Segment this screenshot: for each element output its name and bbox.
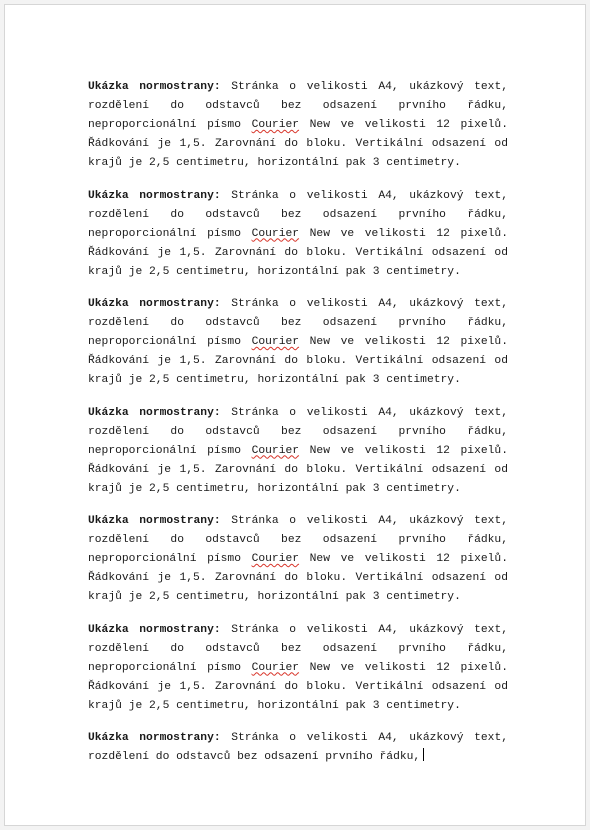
paragraph-text: Stránka o velikosti A4, ukázkový text, rozdělení do odstavců bez odsazení prvního řádku, neproporcionální písmo [88,406,508,457]
text-cursor [423,748,424,761]
paragraph-last[interactable] [88,729,508,767]
paragraph-lead: Ukázka normostrany: [88,623,221,636]
paragraph-text: Stránka o velikosti A4, ukázkový text, rozdělení do odstavců bez odsazení prvního řádku, neproporcionální písmo [88,623,508,674]
paragraph[interactable] [88,187,508,282]
spellcheck-flagged-word[interactable]: Courier [251,553,300,565]
paragraph-text: Stránka o velikosti A4, ukázkový text, rozdělení do odstavců bez odsazení prvního řádku, [88,732,508,763]
document-page[interactable] [4,4,586,826]
paragraph-lead: Ukázka normostrany: [88,732,221,744]
paragraph[interactable] [88,512,508,607]
paragraph[interactable] [88,78,508,173]
paragraph-lead: Ukázka normostrany: [88,515,221,527]
spellcheck-flagged-word[interactable]: Courier [251,661,300,674]
spellcheck-flagged-word[interactable]: Courier [251,119,300,131]
paragraph-lead: Ukázka normostrany: [88,81,221,93]
paragraph[interactable] [88,621,508,716]
spellcheck-flagged-word[interactable]: Courier [251,227,300,240]
paragraph-text: New ve velikosti 12 pixelů. Řádkování je 1,5. Zarovnání do bloku. Vertikální odsazení od krajů je 2,5 centimetru, horizontální pak 3 centimetry. [88,119,508,169]
document-body[interactable] [88,78,508,781]
paragraph[interactable] [88,295,508,390]
paragraph-lead: Ukázka normostrany: [88,298,221,310]
paragraph-text: New ve velikosti 12 pixelů. Řádkování je 1,5. Zarovnání do bloku. Vertikální odsazení od krajů je 2,5 centimetru, horizontální pak 3 centimetry. [88,227,508,278]
paragraph-text: New ve velikosti 12 pixelů. Řádkování je 1,5. Zarovnání do bloku. Vertikální odsazení od krajů je 2,5 centimetru, horizontální pak 3 centimetry. [88,661,508,712]
spellcheck-flagged-word[interactable]: Courier [251,444,300,457]
paragraph-text: Stránka o velikosti A4, ukázkový text, rozdělení do odstavců bez odsazení prvního řádku, neproporcionální písmo [88,189,508,240]
paragraph-text: Stránka o velikosti A4, ukázkový text, rozdělení do odstavců bez odsazení prvního řádku, neproporcionální písmo [88,515,508,565]
paragraph-text: Stránka o velikosti A4, ukázkový text, rozdělení do odstavců bez odsazení prvního řádku, neproporcionální písmo [88,298,508,348]
paragraph-text: New ve velikosti 12 pixelů. Řádkování je 1,5. Zarovnání do bloku. Vertikální odsazení od krajů je 2,5 centimetru, horizontální pak 3 centimetry. [88,444,508,495]
paragraph[interactable] [88,404,508,499]
paragraph-text: New ve velikosti 12 pixelů. Řádkování je 1,5. Zarovnání do bloku. Vertikální odsazení od krajů je 2,5 centimetru, horizontální pak 3 centimetry. [88,336,508,386]
paragraph-text: Stránka o velikosti A4, ukázkový text, rozdělení do odstavců bez odsazení prvního řádku, neproporcionální písmo [88,81,508,131]
paragraph-text: New ve velikosti 12 pixelů. Řádkování je 1,5. Zarovnání do bloku. Vertikální odsazení od krajů je 2,5 centimetru, horizontální pak 3 centimetry. [88,553,508,603]
spellcheck-flagged-word[interactable]: Courier [251,336,300,348]
paragraph-lead: Ukázka normostrany: [88,406,221,419]
paragraph-lead: Ukázka normostrany: [88,189,221,202]
